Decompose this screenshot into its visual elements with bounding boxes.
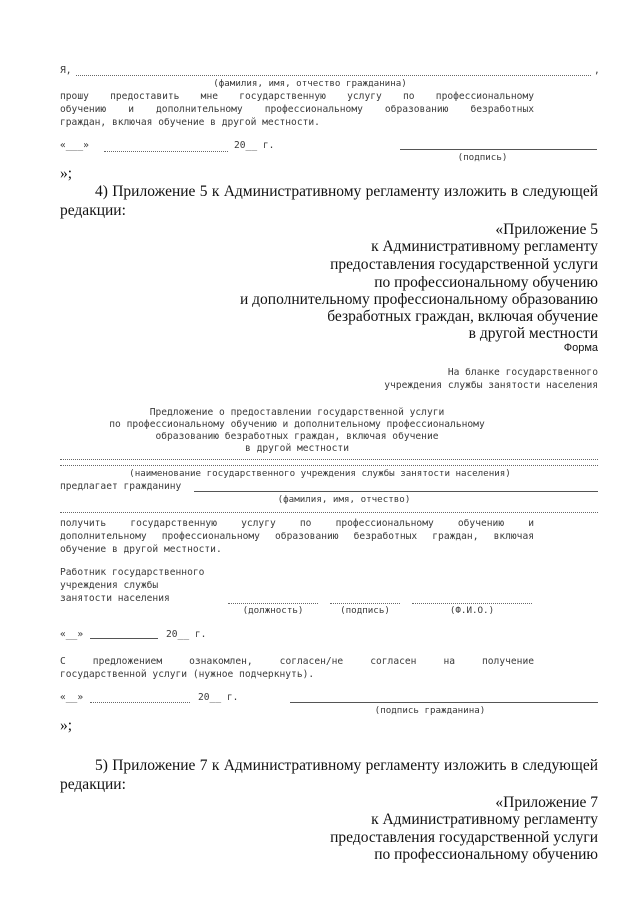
date-year: 20__ г. — [234, 140, 275, 151]
offer-title-3: образованию безработных граждан, включая обучение — [155, 431, 439, 442]
date2-open: «__» — [60, 629, 84, 640]
comma: , — [594, 65, 600, 76]
app7-heading-3: предоставления государственной услуги — [330, 829, 598, 846]
receive-line-3: обучение в другой местности. — [60, 544, 222, 555]
signature-line-2 — [330, 603, 400, 604]
ya-label: Я, — [60, 65, 72, 76]
app5-heading-5: и дополнительному профессиональному образованию — [239, 291, 598, 308]
app5-heading-6: безработных граждан, включая обучение — [327, 308, 598, 325]
offers-label: предлагает гражданину — [60, 481, 182, 492]
org-line — [60, 465, 598, 466]
citizen-fio-line — [194, 491, 598, 492]
receive-line-1: получить государственную услугу по профессиональному обучению и — [60, 518, 534, 529]
fio-line-2 — [60, 512, 598, 513]
signature-caption-2: (подпись) — [340, 605, 390, 616]
offer-title-2: по профессиональному обучению и дополнительному профессиональному — [109, 419, 485, 430]
app5-heading-3: предоставления государственной услуги — [330, 256, 598, 273]
closing-quote-2: »; — [60, 717, 73, 734]
citizen-fio-caption: (фамилия, имя, отчество) — [277, 494, 411, 505]
app5-heading-2: к Административному регламенту — [371, 238, 598, 255]
request-line-3: граждан, включая обучение в другой местности. — [60, 117, 320, 128]
signature-caption: (подпись) — [457, 152, 508, 163]
request-line-2: обучению и дополнительному профессиональному образованию безработных — [60, 104, 534, 115]
blank-line-2: учреждения службы занятости населения — [384, 380, 598, 391]
item4-line2: редакции: — [60, 202, 126, 219]
app7-heading-1: «Приложение 7 — [495, 794, 598, 811]
item5-line1: 5) Приложение 7 к Административному регламенту изложить в следующей — [95, 757, 598, 774]
date-month-line — [104, 151, 228, 152]
offer-title-1: Предложение о предоставлении государственной услуги — [149, 407, 445, 418]
fio-line — [76, 75, 591, 76]
date3-month-line — [90, 702, 190, 703]
citizen-signature-line — [290, 702, 598, 703]
fio-caption: (фамилия, имя, отчество гражданина) — [213, 78, 407, 89]
worker-line-2: учреждения службы — [60, 580, 159, 591]
position-line — [228, 603, 318, 604]
org-line-top — [60, 459, 598, 460]
blank-line-1: На бланке государственного — [447, 367, 598, 378]
initials-line — [412, 603, 532, 604]
app5-heading-7: в другой местности — [468, 325, 598, 342]
item4-line1: 4) Приложение 5 к Административному регламенту изложить в следующей — [95, 183, 598, 200]
consent-line-2: государственной услуги (нужное подчеркнуть). — [60, 669, 315, 680]
forma-label: Форма — [563, 342, 598, 354]
item5-line2: редакции: — [60, 776, 126, 793]
worker-line-3: занятости населения — [60, 593, 170, 604]
initials-caption: (Ф.И.О.) — [449, 605, 495, 616]
date3-open: «__» — [60, 692, 84, 703]
closing-quote: »; — [60, 165, 73, 182]
offer-title-4: в другой местности — [245, 443, 349, 454]
citizen-signature-caption: (подпись гражданина) — [374, 705, 486, 716]
app7-heading-4: по профессиональному обучению — [374, 846, 598, 863]
worker-line-1: Работник государственного — [60, 567, 205, 578]
date2-month-line — [90, 638, 158, 639]
date-open: «___» — [60, 140, 89, 151]
consent-line-1: С предложением ознакомлен, согласен/не согласен на получение — [60, 656, 534, 667]
signature-line — [400, 149, 597, 150]
app5-heading-1: «Приложение 5 — [495, 221, 598, 238]
date3-year: 20__ г. — [198, 692, 239, 703]
receive-line-2: дополнительному профессиональному образованию безработных граждан, включая — [60, 531, 534, 542]
app7-heading-2: к Административному регламенту — [371, 811, 598, 828]
position-caption: (должность) — [242, 605, 304, 616]
org-caption: (наименование государственного учреждения службы занятости населения) — [129, 468, 511, 479]
date2-year: 20__ г. — [166, 629, 207, 640]
app5-heading-4: по профессиональному обучению — [374, 274, 598, 291]
request-line-1: прошу предоставить мне государственную услугу по профессиональному — [60, 91, 534, 102]
